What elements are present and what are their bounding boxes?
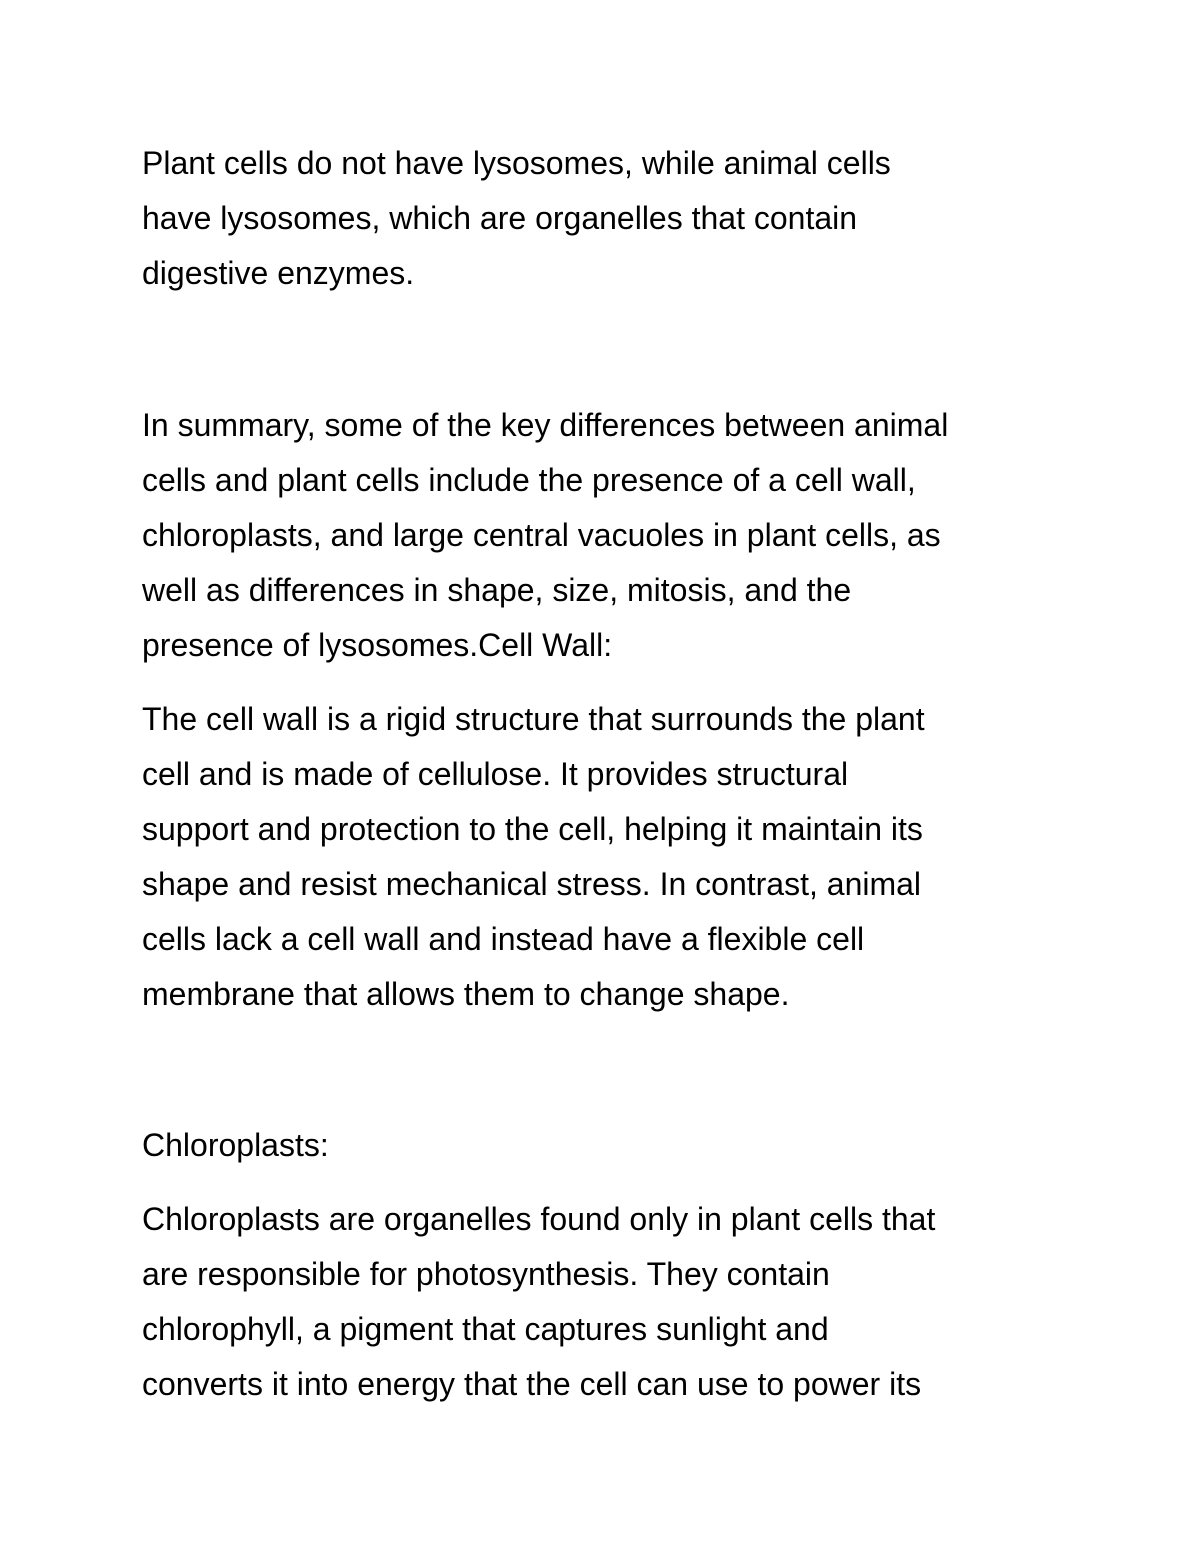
- heading-chloroplasts: Chloroplasts:: [142, 1127, 329, 1163]
- paragraph-chloroplasts: Chloroplasts are organelles found only in plant cells that are responsible for photosynthesis. They contain chlorophyll, a pigment that captures sunlight and converts it into energy that the cell can use to power its: [142, 1201, 936, 1402]
- paragraph-cell-wall: The cell wall is a rigid structure that surrounds the plant cell and is made of cellulose. It provides structural support and protection to the cell, helping it maintain its shape and resist mechanical stress. In contrast, animal cells lack a cell wall and instead have a flexible cell membrane that allows them to change shape.: [142, 701, 925, 1012]
- paragraph-lysosomes: Plant cells do not have lysosomes, while animal cells have lysosomes, which are organelles that contain digestive enzymes.: [142, 145, 891, 291]
- paragraph-summary: In summary, some of the key differences between animal cells and plant cells include the presence of a cell wall, chloroplasts, and large central vacuoles in plant cells, as well as differences in shape, size, mitosis, and the presence of lysosomes.Cell Wall:: [142, 407, 949, 663]
